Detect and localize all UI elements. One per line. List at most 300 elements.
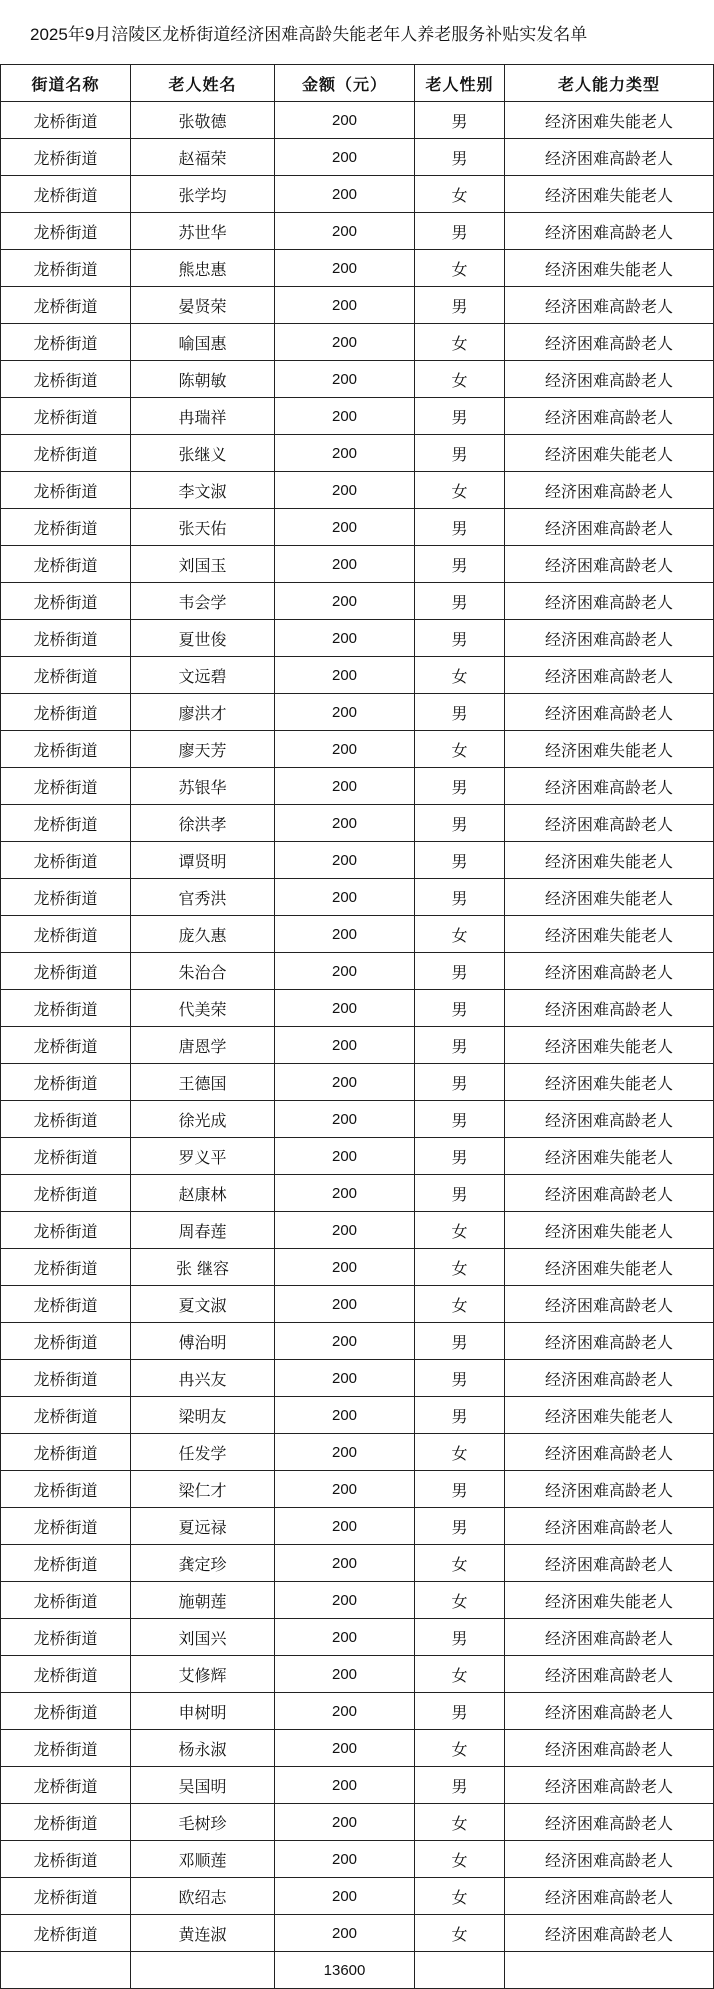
cell-amount: 200 — [275, 694, 415, 731]
cell-street: 龙桥街道 — [1, 1619, 131, 1656]
cell-street: 龙桥街道 — [1, 287, 131, 324]
cell-amount: 200 — [275, 1508, 415, 1545]
cell-type: 经济困难失能老人 — [505, 250, 714, 287]
table-row — [1, 213, 714, 250]
cell-amount: 200 — [275, 176, 415, 213]
cell-gender: 男 — [415, 1360, 505, 1397]
table-row — [1, 139, 714, 176]
cell-name: 赵福荣 — [131, 139, 275, 176]
header-name: 老人姓名 — [131, 65, 275, 102]
cell-street: 龙桥街道 — [1, 1508, 131, 1545]
cell-type: 经济困难高龄老人 — [505, 1175, 714, 1212]
table-row — [1, 1249, 714, 1286]
cell-gender: 女 — [415, 916, 505, 953]
cell-street: 龙桥街道 — [1, 1915, 131, 1952]
cell-amount: 200 — [275, 546, 415, 583]
cell-amount: 200 — [275, 768, 415, 805]
table-row — [1, 1101, 714, 1138]
cell-gender: 男 — [415, 842, 505, 879]
cell-name: 施朝莲 — [131, 1582, 275, 1619]
cell-amount: 200 — [275, 1360, 415, 1397]
cell-type: 经济困难高龄老人 — [505, 287, 714, 324]
cell-gender: 男 — [415, 805, 505, 842]
cell-name: 夏世俊 — [131, 620, 275, 657]
table-row — [1, 916, 714, 953]
cell-amount: 200 — [275, 139, 415, 176]
cell-name: 邓顺莲 — [131, 1841, 275, 1878]
cell-type: 经济困难高龄老人 — [505, 1878, 714, 1915]
cell-amount: 200 — [275, 361, 415, 398]
cell-type: 经济困难失能老人 — [505, 435, 714, 472]
table-row — [1, 768, 714, 805]
cell-type: 经济困难失能老人 — [505, 1212, 714, 1249]
cell-type: 经济困难高龄老人 — [505, 1915, 714, 1952]
cell-amount: 200 — [275, 1804, 415, 1841]
cell-amount: 200 — [275, 990, 415, 1027]
cell-name: 任发学 — [131, 1434, 275, 1471]
total-empty-gender — [415, 1952, 505, 1989]
cell-name: 朱治合 — [131, 953, 275, 990]
cell-street: 龙桥街道 — [1, 1360, 131, 1397]
cell-type: 经济困难高龄老人 — [505, 805, 714, 842]
cell-gender: 女 — [415, 1878, 505, 1915]
cell-street: 龙桥街道 — [1, 1286, 131, 1323]
cell-amount: 200 — [275, 1619, 415, 1656]
cell-name: 谭贤明 — [131, 842, 275, 879]
cell-gender: 男 — [415, 213, 505, 250]
cell-name: 庞久惠 — [131, 916, 275, 953]
cell-type: 经济困难高龄老人 — [505, 546, 714, 583]
cell-gender: 男 — [415, 620, 505, 657]
cell-amount: 200 — [275, 1064, 415, 1101]
cell-amount: 200 — [275, 1545, 415, 1582]
cell-name: 晏贤荣 — [131, 287, 275, 324]
cell-name: 苏银华 — [131, 768, 275, 805]
cell-gender: 男 — [415, 953, 505, 990]
cell-name: 陈朝敏 — [131, 361, 275, 398]
cell-amount: 200 — [275, 620, 415, 657]
table-row — [1, 1175, 714, 1212]
cell-street: 龙桥街道 — [1, 657, 131, 694]
table-row — [1, 805, 714, 842]
cell-amount: 200 — [275, 250, 415, 287]
table-row — [1, 842, 714, 879]
cell-type: 经济困难高龄老人 — [505, 1730, 714, 1767]
cell-amount: 200 — [275, 398, 415, 435]
cell-amount: 200 — [275, 213, 415, 250]
cell-street: 龙桥街道 — [1, 1545, 131, 1582]
total-empty-type — [505, 1952, 714, 1989]
cell-type: 经济困难失能老人 — [505, 102, 714, 139]
cell-type: 经济困难高龄老人 — [505, 1804, 714, 1841]
cell-type: 经济困难高龄老人 — [505, 1508, 714, 1545]
cell-type: 经济困难失能老人 — [505, 1582, 714, 1619]
cell-type: 经济困难高龄老人 — [505, 768, 714, 805]
cell-amount: 200 — [275, 583, 415, 620]
table-row — [1, 1064, 714, 1101]
cell-type: 经济困难高龄老人 — [505, 1434, 714, 1471]
cell-name: 申树明 — [131, 1693, 275, 1730]
cell-gender: 女 — [415, 250, 505, 287]
cell-gender: 男 — [415, 1175, 505, 1212]
table-row — [1, 1323, 714, 1360]
cell-amount: 200 — [275, 1434, 415, 1471]
cell-name: 廖洪才 — [131, 694, 275, 731]
table-row — [1, 1693, 714, 1730]
table-row — [1, 398, 714, 435]
cell-name: 吴国明 — [131, 1767, 275, 1804]
subsidy-table — [0, 64, 714, 1989]
cell-amount: 200 — [275, 1212, 415, 1249]
cell-street: 龙桥街道 — [1, 1471, 131, 1508]
cell-name: 张天佑 — [131, 509, 275, 546]
cell-type: 经济困难高龄老人 — [505, 1545, 714, 1582]
cell-name: 苏世华 — [131, 213, 275, 250]
cell-gender: 男 — [415, 1767, 505, 1804]
cell-type: 经济困难失能老人 — [505, 879, 714, 916]
cell-amount: 200 — [275, 324, 415, 361]
cell-gender: 男 — [415, 1693, 505, 1730]
cell-type: 经济困难高龄老人 — [505, 1471, 714, 1508]
total-empty-street — [1, 1952, 131, 1989]
cell-type: 经济困难高龄老人 — [505, 1619, 714, 1656]
cell-gender: 男 — [415, 1064, 505, 1101]
cell-type: 经济困难失能老人 — [505, 731, 714, 768]
cell-street: 龙桥街道 — [1, 435, 131, 472]
cell-gender: 男 — [415, 1397, 505, 1434]
cell-street: 龙桥街道 — [1, 990, 131, 1027]
cell-name: 代美荣 — [131, 990, 275, 1027]
cell-type: 经济困难高龄老人 — [505, 657, 714, 694]
cell-amount: 200 — [275, 805, 415, 842]
cell-amount: 200 — [275, 916, 415, 953]
cell-type: 经济困难失能老人 — [505, 916, 714, 953]
cell-gender: 女 — [415, 1212, 505, 1249]
table-row — [1, 583, 714, 620]
cell-type: 经济困难高龄老人 — [505, 1360, 714, 1397]
table-row — [1, 1286, 714, 1323]
cell-street: 龙桥街道 — [1, 1212, 131, 1249]
cell-name: 夏文淑 — [131, 1286, 275, 1323]
cell-street: 龙桥街道 — [1, 398, 131, 435]
table-row — [1, 1767, 714, 1804]
cell-name: 张学均 — [131, 176, 275, 213]
table-row — [1, 1656, 714, 1693]
cell-street: 龙桥街道 — [1, 472, 131, 509]
cell-name: 喻国惠 — [131, 324, 275, 361]
table-row — [1, 361, 714, 398]
cell-street: 龙桥街道 — [1, 1730, 131, 1767]
cell-street: 龙桥街道 — [1, 953, 131, 990]
table-row — [1, 1138, 714, 1175]
cell-gender: 男 — [415, 1027, 505, 1064]
cell-amount: 200 — [275, 1286, 415, 1323]
cell-type: 经济困难高龄老人 — [505, 324, 714, 361]
cell-type: 经济困难高龄老人 — [505, 694, 714, 731]
cell-amount: 200 — [275, 435, 415, 472]
table-row — [1, 694, 714, 731]
cell-name: 周春莲 — [131, 1212, 275, 1249]
cell-name: 梁明友 — [131, 1397, 275, 1434]
cell-street: 龙桥街道 — [1, 213, 131, 250]
cell-name: 龚定珍 — [131, 1545, 275, 1582]
cell-gender: 男 — [415, 1508, 505, 1545]
cell-type: 经济困难高龄老人 — [505, 620, 714, 657]
cell-street: 龙桥街道 — [1, 509, 131, 546]
table-row — [1, 1915, 714, 1952]
cell-type: 经济困难失能老人 — [505, 1027, 714, 1064]
table-row — [1, 879, 714, 916]
table-row — [1, 1027, 714, 1064]
cell-amount: 200 — [275, 1397, 415, 1434]
cell-street: 龙桥街道 — [1, 361, 131, 398]
header-street: 街道名称 — [1, 65, 131, 102]
table-row — [1, 287, 714, 324]
cell-name: 冉瑞祥 — [131, 398, 275, 435]
cell-gender: 女 — [415, 657, 505, 694]
cell-gender: 女 — [415, 324, 505, 361]
cell-gender: 男 — [415, 435, 505, 472]
cell-street: 龙桥街道 — [1, 324, 131, 361]
header-amount: 金额（元） — [275, 65, 415, 102]
cell-type: 经济困难高龄老人 — [505, 583, 714, 620]
cell-gender: 女 — [415, 1249, 505, 1286]
cell-name: 夏远禄 — [131, 1508, 275, 1545]
cell-street: 龙桥街道 — [1, 694, 131, 731]
cell-name: 唐恩学 — [131, 1027, 275, 1064]
cell-gender: 男 — [415, 398, 505, 435]
cell-gender: 男 — [415, 1471, 505, 1508]
cell-name: 傅治明 — [131, 1323, 275, 1360]
table-row — [1, 953, 714, 990]
cell-type: 经济困难失能老人 — [505, 842, 714, 879]
table-row — [1, 1730, 714, 1767]
cell-type: 经济困难高龄老人 — [505, 361, 714, 398]
table-row — [1, 1471, 714, 1508]
table-row — [1, 1508, 714, 1545]
cell-name: 冉兴友 — [131, 1360, 275, 1397]
total-empty-name — [131, 1952, 275, 1989]
cell-gender: 男 — [415, 879, 505, 916]
cell-name: 徐洪孝 — [131, 805, 275, 842]
cell-name: 欧绍志 — [131, 1878, 275, 1915]
cell-amount: 200 — [275, 1915, 415, 1952]
cell-type: 经济困难失能老人 — [505, 176, 714, 213]
cell-gender: 男 — [415, 546, 505, 583]
cell-street: 龙桥街道 — [1, 1323, 131, 1360]
table-row — [1, 1841, 714, 1878]
cell-type: 经济困难高龄老人 — [505, 1767, 714, 1804]
cell-amount: 200 — [275, 1730, 415, 1767]
table-row — [1, 1434, 714, 1471]
table-row — [1, 472, 714, 509]
cell-amount: 200 — [275, 1656, 415, 1693]
cell-name: 廖天芳 — [131, 731, 275, 768]
header-type: 老人能力类型 — [505, 65, 714, 102]
cell-gender: 女 — [415, 1545, 505, 1582]
table-row — [1, 1545, 714, 1582]
cell-name: 王德国 — [131, 1064, 275, 1101]
table-body — [1, 102, 714, 1952]
cell-gender: 女 — [415, 472, 505, 509]
cell-gender: 女 — [415, 1656, 505, 1693]
cell-gender: 女 — [415, 1582, 505, 1619]
cell-street: 龙桥街道 — [1, 731, 131, 768]
table-row — [1, 1878, 714, 1915]
cell-street: 龙桥街道 — [1, 1249, 131, 1286]
table-row — [1, 1582, 714, 1619]
cell-type: 经济困难高龄老人 — [505, 953, 714, 990]
cell-gender: 男 — [415, 694, 505, 731]
cell-amount: 200 — [275, 1471, 415, 1508]
cell-type: 经济困难高龄老人 — [505, 1841, 714, 1878]
table-row — [1, 250, 714, 287]
table-row — [1, 176, 714, 213]
cell-name: 赵康林 — [131, 1175, 275, 1212]
cell-amount: 200 — [275, 1767, 415, 1804]
cell-amount: 200 — [275, 287, 415, 324]
cell-amount: 200 — [275, 1101, 415, 1138]
cell-type: 经济困难高龄老人 — [505, 213, 714, 250]
cell-gender: 男 — [415, 1138, 505, 1175]
cell-gender: 女 — [415, 1730, 505, 1767]
cell-street: 龙桥街道 — [1, 1175, 131, 1212]
cell-gender: 男 — [415, 1101, 505, 1138]
cell-street: 龙桥街道 — [1, 1582, 131, 1619]
cell-gender: 男 — [415, 583, 505, 620]
cell-amount: 200 — [275, 1323, 415, 1360]
table-row — [1, 1804, 714, 1841]
cell-type: 经济困难高龄老人 — [505, 1286, 714, 1323]
cell-amount: 200 — [275, 1878, 415, 1915]
cell-name: 梁仁才 — [131, 1471, 275, 1508]
cell-street: 龙桥街道 — [1, 1064, 131, 1101]
cell-amount: 200 — [275, 1582, 415, 1619]
table-row — [1, 620, 714, 657]
cell-type: 经济困难高龄老人 — [505, 1656, 714, 1693]
table-header-row — [1, 65, 714, 102]
cell-amount: 200 — [275, 102, 415, 139]
cell-type: 经济困难高龄老人 — [505, 990, 714, 1027]
table-row — [1, 435, 714, 472]
table-row — [1, 324, 714, 361]
cell-name: 官秀洪 — [131, 879, 275, 916]
cell-name: 张 继容 — [131, 1249, 275, 1286]
cell-type: 经济困难高龄老人 — [505, 1323, 714, 1360]
cell-gender: 女 — [415, 1841, 505, 1878]
cell-name: 黄连淑 — [131, 1915, 275, 1952]
cell-street: 龙桥街道 — [1, 102, 131, 139]
cell-gender: 女 — [415, 1915, 505, 1952]
cell-gender: 男 — [415, 509, 505, 546]
cell-amount: 200 — [275, 1249, 415, 1286]
cell-street: 龙桥街道 — [1, 139, 131, 176]
table-row — [1, 546, 714, 583]
total-amount: 13600 — [275, 1952, 415, 1989]
cell-gender: 男 — [415, 1619, 505, 1656]
cell-street: 龙桥街道 — [1, 768, 131, 805]
cell-street: 龙桥街道 — [1, 1434, 131, 1471]
cell-amount: 200 — [275, 1027, 415, 1064]
cell-gender: 女 — [415, 1804, 505, 1841]
cell-type: 经济困难高龄老人 — [505, 509, 714, 546]
table-row — [1, 1397, 714, 1434]
cell-amount: 200 — [275, 1138, 415, 1175]
cell-type: 经济困难失能老人 — [505, 1397, 714, 1434]
cell-street: 龙桥街道 — [1, 176, 131, 213]
cell-street: 龙桥街道 — [1, 1397, 131, 1434]
table-row — [1, 102, 714, 139]
cell-type: 经济困难高龄老人 — [505, 1101, 714, 1138]
cell-street: 龙桥街道 — [1, 583, 131, 620]
cell-name: 徐光成 — [131, 1101, 275, 1138]
cell-name: 张继义 — [131, 435, 275, 472]
document-title: 2025年9月涪陵区龙桥街道经济困难高龄失能老年人养老服务补贴实发名单 — [30, 25, 588, 44]
cell-name: 艾修辉 — [131, 1656, 275, 1693]
cell-type: 经济困难高龄老人 — [505, 398, 714, 435]
cell-name: 刘国兴 — [131, 1619, 275, 1656]
cell-type: 经济困难高龄老人 — [505, 1693, 714, 1730]
cell-amount: 200 — [275, 731, 415, 768]
table-row — [1, 1360, 714, 1397]
table-row — [1, 1619, 714, 1656]
cell-name: 毛树珍 — [131, 1804, 275, 1841]
cell-gender: 女 — [415, 1286, 505, 1323]
cell-amount: 200 — [275, 879, 415, 916]
cell-gender: 女 — [415, 1434, 505, 1471]
cell-street: 龙桥街道 — [1, 842, 131, 879]
cell-name: 李文淑 — [131, 472, 275, 509]
cell-street: 龙桥街道 — [1, 1101, 131, 1138]
cell-name: 韦会学 — [131, 583, 275, 620]
table-row — [1, 731, 714, 768]
cell-amount: 200 — [275, 1693, 415, 1730]
cell-name: 杨永淑 — [131, 1730, 275, 1767]
cell-gender: 男 — [415, 102, 505, 139]
cell-type: 经济困难失能老人 — [505, 1138, 714, 1175]
cell-amount: 200 — [275, 472, 415, 509]
cell-gender: 男 — [415, 287, 505, 324]
table-row — [1, 657, 714, 694]
cell-amount: 200 — [275, 1841, 415, 1878]
cell-street: 龙桥街道 — [1, 805, 131, 842]
cell-street: 龙桥街道 — [1, 1767, 131, 1804]
table-row — [1, 1212, 714, 1249]
header-gender: 老人性别 — [415, 65, 505, 102]
cell-street: 龙桥街道 — [1, 1804, 131, 1841]
cell-street: 龙桥街道 — [1, 1878, 131, 1915]
cell-street: 龙桥街道 — [1, 1841, 131, 1878]
cell-type: 经济困难失能老人 — [505, 1064, 714, 1101]
cell-type: 经济困难高龄老人 — [505, 139, 714, 176]
table-row — [1, 990, 714, 1027]
cell-street: 龙桥街道 — [1, 1656, 131, 1693]
cell-street: 龙桥街道 — [1, 879, 131, 916]
cell-street: 龙桥街道 — [1, 1693, 131, 1730]
cell-street: 龙桥街道 — [1, 1138, 131, 1175]
cell-amount: 200 — [275, 657, 415, 694]
total-row — [1, 1952, 714, 1989]
cell-type: 经济困难失能老人 — [505, 1249, 714, 1286]
table-row — [1, 509, 714, 546]
cell-name: 熊忠惠 — [131, 250, 275, 287]
cell-name: 罗义平 — [131, 1138, 275, 1175]
cell-amount: 200 — [275, 842, 415, 879]
cell-name: 刘国玉 — [131, 546, 275, 583]
cell-name: 张敬德 — [131, 102, 275, 139]
cell-street: 龙桥街道 — [1, 250, 131, 287]
cell-name: 文远碧 — [131, 657, 275, 694]
